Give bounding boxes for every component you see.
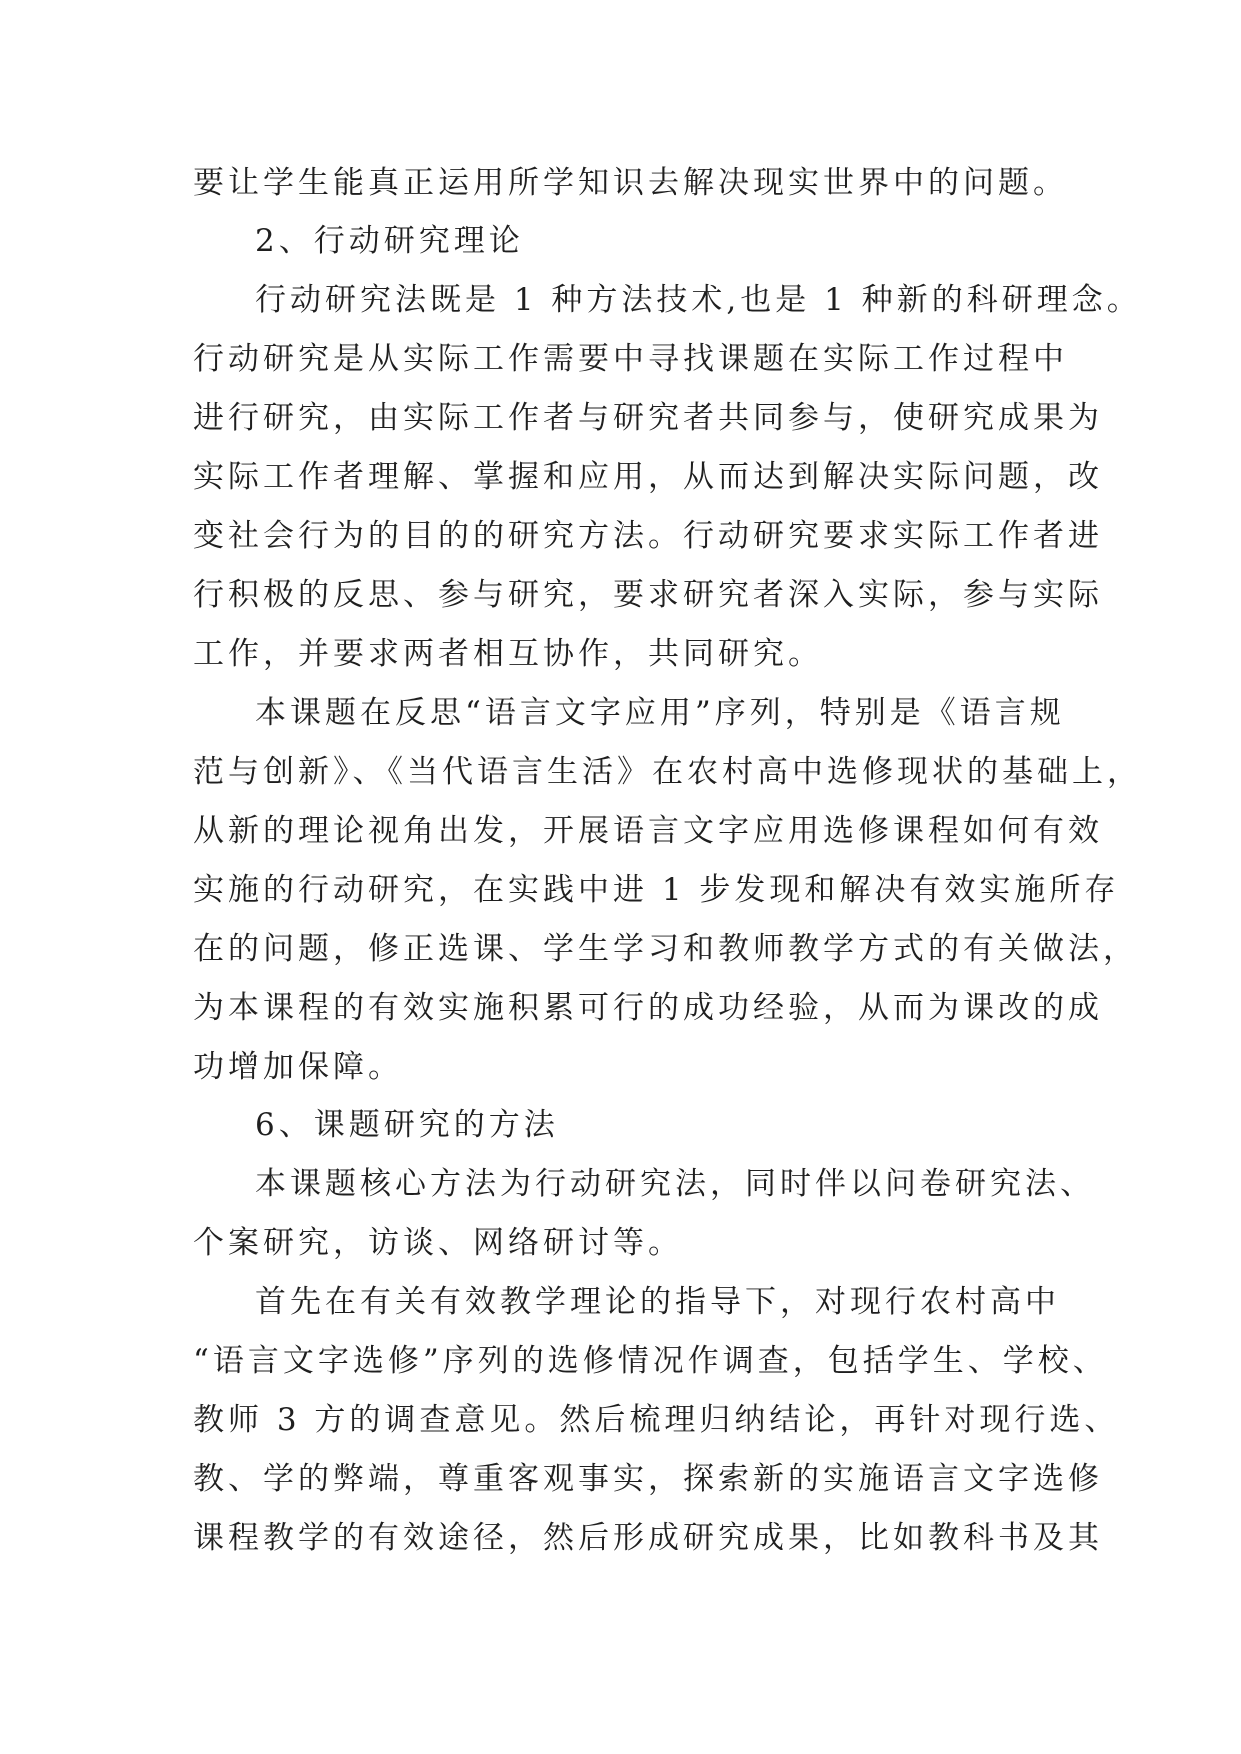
body-text-line: 行动研究法既是 1 种方法技术,也是 1 种新的科研理念。 <box>255 282 1142 318</box>
body-text-line: 行动研究是从实际工作需要中寻找课题在实际工作过程中 <box>193 341 1068 377</box>
body-text-line: 进行研究，由实际工作者与研究者共同参与，使研究成果为 <box>193 400 1103 436</box>
body-text-line: “语言文字选修”序列的选修情况作调查，包括学生、学校、 <box>193 1343 1108 1379</box>
body-text-line: 实际工作者理解、掌握和应用，从而达到解决实际问题，改 <box>193 459 1103 495</box>
body-text-line: 教、学的弊端，尊重客观事实，探索新的实施语言文字选修 <box>193 1461 1103 1497</box>
body-text-line: 个案研究，访谈、网络研讨等。 <box>193 1225 683 1261</box>
body-text-line: 范与创新》、《当代语言生活》在农村高中选修现状的基础上， <box>193 754 1142 790</box>
body-text-line: 实施的行动研究，在实践中进 1 步发现和解决有效实施所存 <box>193 872 1120 908</box>
body-text-line: 要让学生能真正运用所学知识去解决现实世界中的问题。 <box>193 165 1068 201</box>
body-text-line: 为本课程的有效实施积累可行的成功经验，从而为课改的成 <box>193 990 1103 1026</box>
body-text-line: 在的问题，修正选课、学生学习和教师教学方式的有关做法， <box>193 931 1138 967</box>
body-text-line: 首先在有关有效教学理论的指导下，对现行农村高中 <box>255 1284 1060 1320</box>
section-heading: 2、行动研究理论 <box>255 223 524 259</box>
body-text-line: 课程教学的有效途径，然后形成研究成果，比如教科书及其 <box>193 1520 1103 1556</box>
body-text-line: 本课题在反思“语言文字应用”序列，特别是《语言规 <box>255 695 1065 731</box>
section-heading: 6、课题研究的方法 <box>255 1107 559 1143</box>
body-text-line: 变社会行为的目的的研究方法。行动研究要求实际工作者进 <box>193 518 1103 554</box>
body-text-line: 工作，并要求两者相互协作，共同研究。 <box>193 636 823 672</box>
body-text-line: 行积极的反思、参与研究，要求研究者深入实际，参与实际 <box>193 577 1103 613</box>
body-text-line: 从新的理论视角出发，开展语言文字应用选修课程如何有效 <box>193 813 1103 849</box>
body-text-line: 教师 3 方的调查意见。然后梳理归纳结论，再针对现行选、 <box>193 1402 1120 1438</box>
body-text-line: 本课题核心方法为行动研究法，同时伴以问卷研究法、 <box>255 1166 1095 1202</box>
body-text-line: 功增加保障。 <box>193 1049 403 1085</box>
